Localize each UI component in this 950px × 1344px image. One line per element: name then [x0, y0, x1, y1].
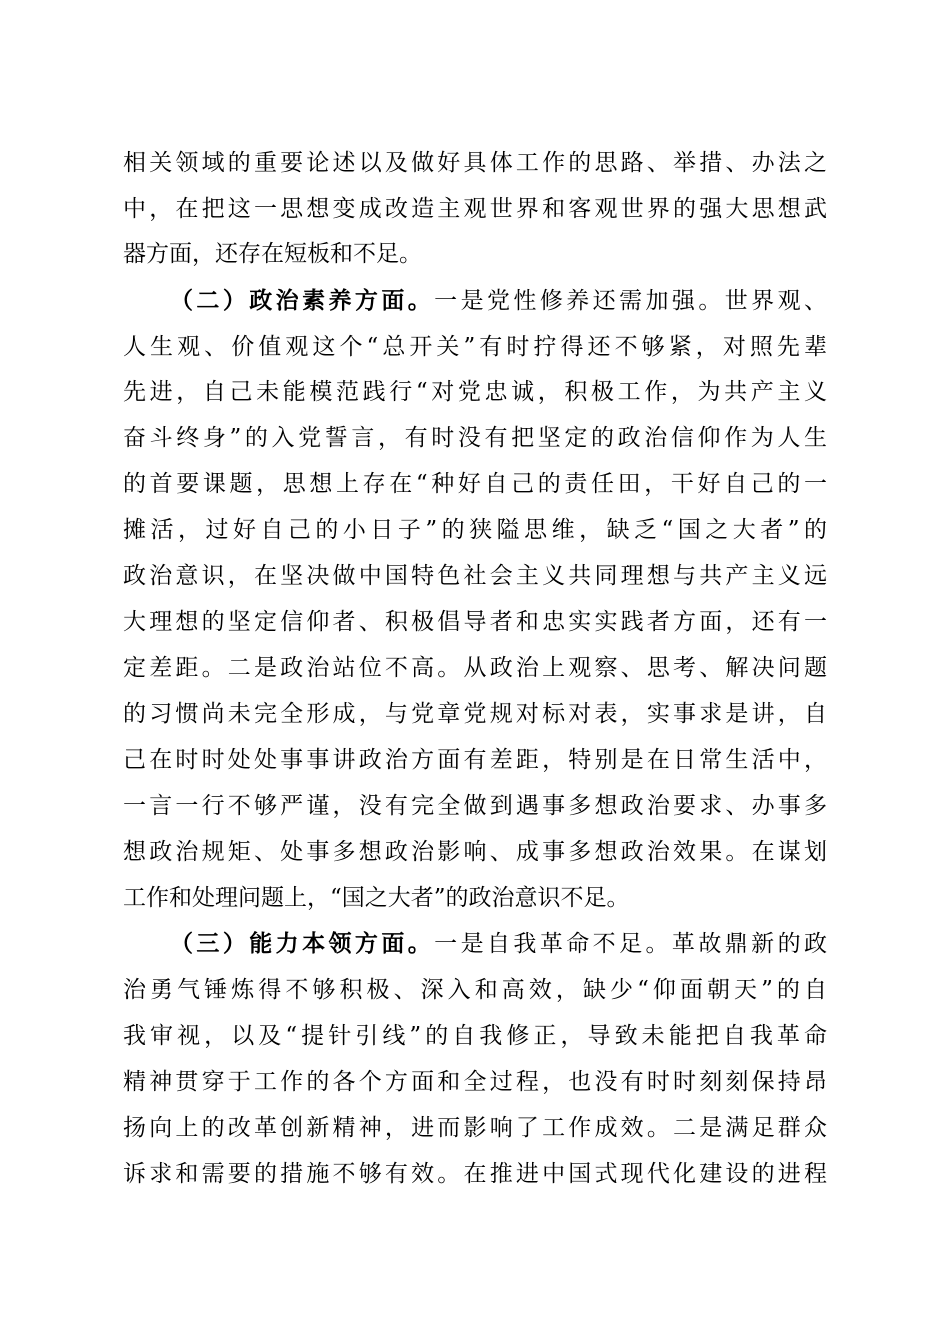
text-line: 定差距。二是政治站位不高。从政治上观察、思考、解决问题 — [123, 655, 827, 681]
text-line: 中，在把这一思想变成改造主观世界和客观世界的强大思想武 — [123, 196, 827, 222]
text-line: 一言一行不够严谨，没有完全做到遇事多想政治要求、办事多 — [123, 793, 827, 819]
text-line: 摊活，过好自己的小日子”的狭隘思维，缺乏“国之大者”的 — [123, 517, 827, 543]
text-line: 想政治规矩、处事多想政治影响、成事多想政治效果。在谋划 — [123, 839, 827, 865]
text-line: 精神贯穿于工作的各个方面和全过程，也没有时时刻刻保持昂 — [123, 1069, 827, 1095]
text-line: 我审视，以及“提针引线”的自我修正，导致未能把自我革命 — [123, 1023, 827, 1049]
text-line: 先进，自己未能模范践行“对党忠诚，积极工作，为共产主义 — [123, 379, 827, 405]
text-line: 治勇气锤炼得不够积极、深入和高效，缺少“仰面朝天”的自 — [123, 977, 827, 1003]
text-line: 己在时时处处事事讲政治方面有差距，特别是在日常生活中， — [123, 747, 827, 773]
paragraph-first-line — [170, 924, 827, 964]
text-line: 工作和处理问题上，“国之大者”的政治意识不足。 — [123, 885, 630, 911]
paragraph-first-line — [170, 281, 827, 321]
text-line: 相关领域的重要论述以及做好具体工作的思路、举措、办法之 — [123, 150, 827, 176]
text-line: 大理想的坚定信仰者、积极倡导者和忠实实践者方面，还有一 — [123, 609, 827, 635]
text-line: 奋斗终身”的入党誓言，有时没有把坚定的政治信仰作为人生 — [123, 425, 827, 451]
section-heading: （三）能力本领方面。 — [170, 930, 435, 957]
text-run: 一是自我革命不足。革故鼎新的政 — [434, 931, 828, 957]
text-line: 政治意识，在坚决做中国特色社会主义共同理想与共产主义远 — [123, 563, 827, 589]
text-line: 的首要课题，思想上存在“种好自己的责任田，干好自己的一 — [123, 471, 827, 497]
section-heading: （二）政治素养方面。 — [170, 287, 435, 314]
text-line: 扬向上的改革创新精神，进而影响了工作成效。二是满足群众 — [123, 1115, 827, 1141]
text-line: 的习惯尚未完全形成，与党章党规对标对表，实事求是讲，自 — [123, 701, 827, 727]
text-line: 诉求和需要的措施不够有效。在推进中国式现代化建设的进程 — [123, 1161, 827, 1187]
text-run: 一是党性修养还需加强。世界观、 — [434, 288, 828, 314]
text-line: 器方面，还存在短板和不足。 — [123, 241, 422, 267]
text-line: 人生观、价值观这个“总开关”有时拧得还不够紧，对照先辈 — [123, 334, 827, 360]
